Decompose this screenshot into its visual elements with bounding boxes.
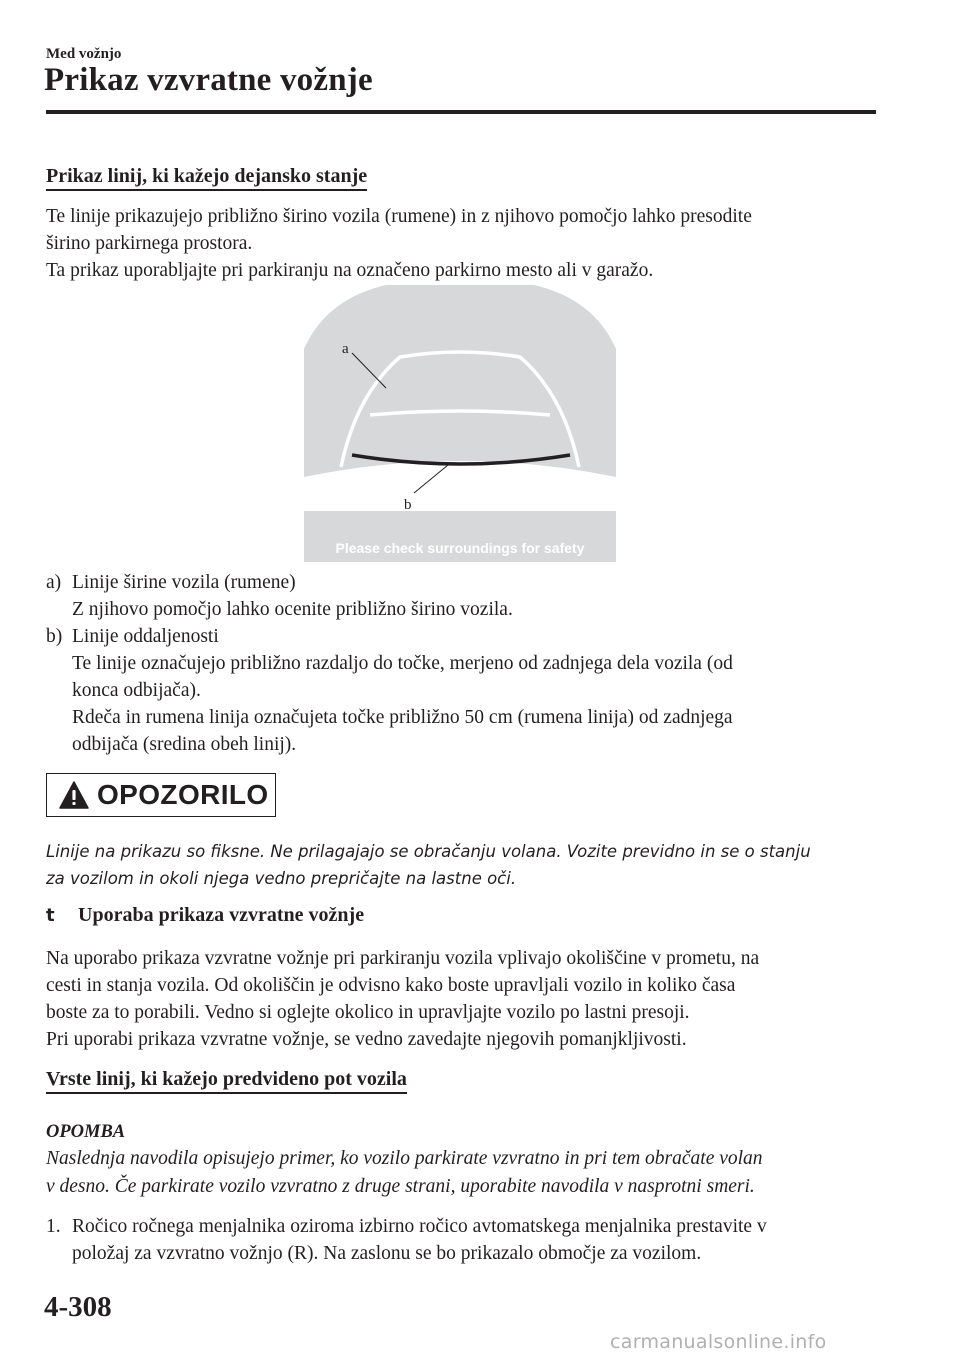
- section2-paragraph: [46, 945, 876, 1053]
- legend-desc: Te linije označujejo približno razdaljo do točke, merjeno od zadnjega dela vozila (od: [72, 653, 733, 674]
- watermark: carmanualsonline.info: [610, 1331, 827, 1353]
- legend-desc: konca odbijača).: [72, 680, 201, 701]
- label-a: a: [342, 341, 349, 357]
- section1-paragraph: [46, 203, 876, 284]
- bullet-marker: t: [46, 905, 55, 926]
- paragraph-line: Ta prikaz uporabljajte pri parkiranju na označeno parkirno mesto ali v garažo.: [46, 260, 654, 281]
- legend-marker: b): [46, 626, 63, 647]
- note-line: Naslednja navodila opisujejo primer, ko vozilo parkirate vzvratno in pri tem obračate volan: [46, 1148, 763, 1169]
- subheading-actual-lines: Prikaz linij, ki kažejo dejansko stanje: [46, 164, 367, 191]
- subheading-usage-text: Uporaba prikaza vzvratne vožnje: [78, 904, 365, 926]
- step-marker: 1.: [46, 1216, 61, 1237]
- step-text: položaj za vzvratno vožnjo (R). Na zaslonu se bo prikazalo območje za vozilom.: [72, 1243, 702, 1264]
- subheading-predicted-path: Vrste linij, ki kažejo predvideno pot vozila: [46, 1067, 407, 1094]
- step-line: [46, 1213, 876, 1240]
- warning-line: za vozilom in okoli njega vedno prepričajte na lastne oči.: [46, 869, 517, 888]
- warning-label: OPOZORILO: [97, 779, 269, 810]
- legend-item-b: [46, 623, 876, 650]
- legend-desc: Rdeča in rumena linija označujeta točke približno 50 cm (rumena linija) od zadnjega: [72, 707, 733, 728]
- legend-item-a: [46, 569, 876, 596]
- warning-triangle-icon: [59, 781, 89, 809]
- label-b: b: [404, 497, 412, 513]
- title-rule: [46, 110, 876, 114]
- paragraph-line: boste za to porabili. Vedno si oglejte okolico in upravljajte vozilo po lastni presoji.: [46, 1002, 690, 1023]
- section-label: Med vožnjo: [46, 46, 122, 62]
- warning-box: [46, 773, 276, 817]
- figure-legend: [46, 569, 876, 758]
- warning-text: [46, 838, 811, 892]
- warning-line: Linije na prikazu so fiksne. Ne prilagajajo se obračanju volana. Vozite previdno in se o stanju: [46, 842, 811, 861]
- paragraph-line: širino parkirnega prostora.: [46, 233, 253, 254]
- note-text: [46, 1145, 763, 1201]
- figure-caption: Please check surroundings for safety: [335, 540, 585, 556]
- legend-desc: odbijača (sredina obeh linij).: [72, 734, 297, 755]
- legend-marker: a): [46, 572, 62, 593]
- legend-title: Linije širine vozila (rumene): [72, 572, 296, 593]
- legend-title: Linije oddaljenosti: [72, 626, 219, 647]
- paragraph-line: Te linije prikazujejo približno širino vozila (rumene) in z njihovo pomočjo lahko presodite: [46, 206, 752, 227]
- subheading-usage: [46, 904, 364, 927]
- page-number: 4-308: [44, 1291, 112, 1323]
- legend-desc: Z njihovo pomočjo lahko ocenite približno širino vozila.: [72, 599, 513, 620]
- step-text: Ročico ročnega menjalnika oziroma izbirno ročico avtomatskega menjalnika prestavite v: [72, 1216, 767, 1237]
- paragraph-line: cesti in stanja vozila. Od okoliščin je odvisno kako boste upravljali vozilo in koliko časa: [46, 975, 736, 996]
- paragraph-line: Pri uporabi prikaza vzvratne vožnje, se vedno zavedajte njegovih pomanjkljivosti.: [46, 1029, 687, 1050]
- note-title: OPOMBA: [46, 1122, 126, 1142]
- step-1: [46, 1213, 876, 1267]
- note-line: v desno. Če parkirate vozilo vzvratno z druge strani, uporabite navodila v nasprotni smeri.: [46, 1176, 755, 1197]
- paragraph-line: Na uporabo prikaza vzvratne vožnje pri parkiranju vozila vplivajo okoliščine v prometu, na: [46, 948, 760, 969]
- page-title: Prikaz vzvratne vožnje: [44, 62, 373, 98]
- rear-camera-figure: [304, 285, 616, 562]
